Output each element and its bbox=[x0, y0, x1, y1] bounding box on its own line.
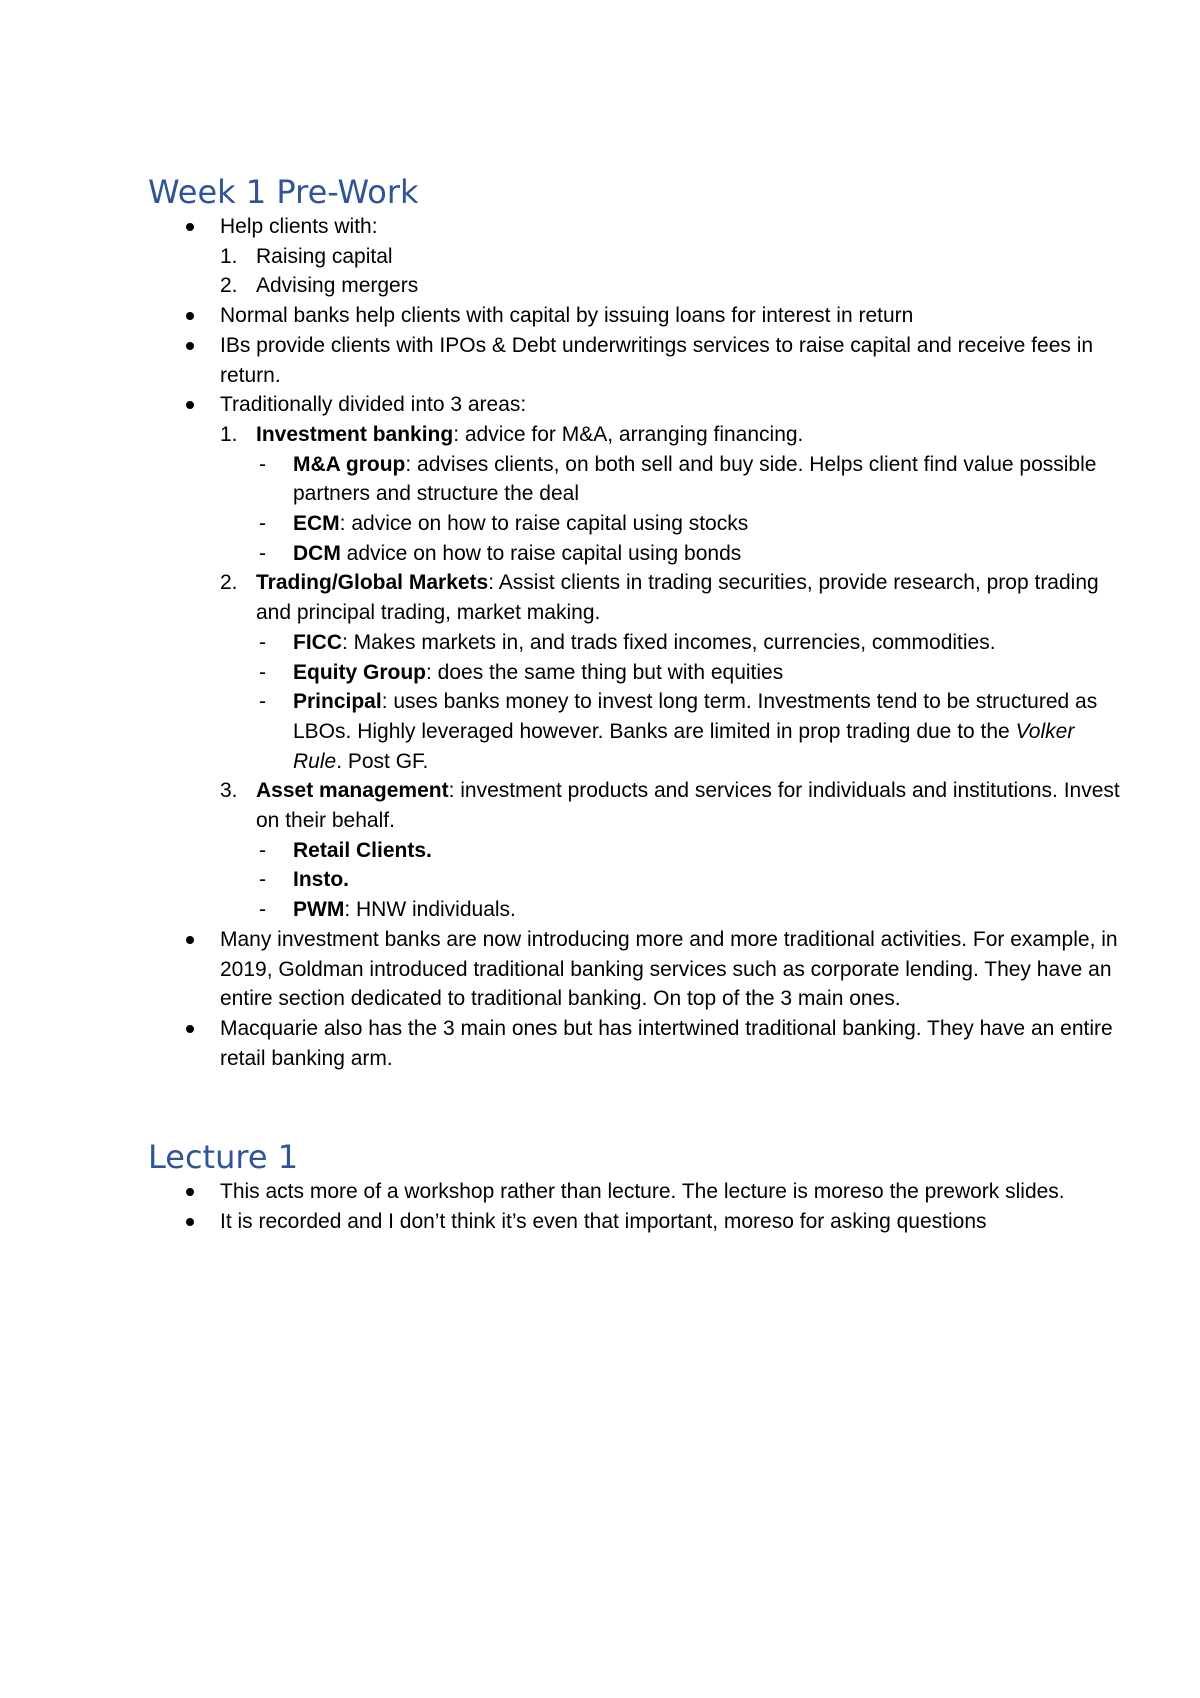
bullet-icon bbox=[186, 401, 194, 409]
dash-icon: - bbox=[259, 868, 266, 892]
dash-icon: - bbox=[259, 630, 266, 654]
list-item: Traditionally divided into 3 areas: 1. Investment banking: advice for M&A, arranging financing. - M&A group: advises clients, on both sell and buy side. Helps client find value possible partners and structure the deal - ECM: advice on how to raise capital using stocks - DCM advice on how to raise capital using bonds 2. Trading/Global Markets: Assist clients in trading securities, provide research, prop trading and principal trading, market making. - FICC: Makes markets in, and trads fixed incomes, currencies, commodities. - Equity Group: does the same thing but with equities - Principal: uses banks money to invest long term. Investments tend to be structured as LBOs. Highly leveraged however. Banks are limited in prop trading due to the Volker Rule. Post GF. 3. Asset management: investment products and services for individuals and institutions. Invest on their behalf. - Retail Clients. - Insto. - PWM: HNW individuals. bbox=[148, 390, 1128, 925]
sub-list bbox=[256, 450, 1128, 569]
list-item: - PWM: HNW individuals. bbox=[256, 895, 1128, 925]
sub-list bbox=[256, 836, 1128, 925]
dash-icon: - bbox=[259, 838, 266, 862]
list-item: Many investment banks are now introducing more and more traditional activities. For example, in 2019, Goldman introduced traditional banking services such as corporate lending. They have an entire section dedicated to traditional banking. On top of the 3 main ones. bbox=[148, 925, 1128, 1014]
list-item: - DCM advice on how to raise capital using bonds bbox=[256, 539, 1128, 569]
list-item: - M&A group: advises clients, on both sell and buy side. Helps client find value possible partners and structure the deal bbox=[256, 450, 1128, 509]
section-title-week1: Week 1 Pre-Work bbox=[148, 173, 419, 211]
bullet-icon bbox=[186, 1025, 194, 1033]
dash-icon: - bbox=[259, 690, 266, 714]
list-item: - Retail Clients. bbox=[256, 836, 1128, 866]
week1-bullet-list bbox=[148, 212, 1200, 1073]
list-item: Macquarie also has the 3 main ones but has intertwined traditional banking. They have an entire retail banking arm. bbox=[148, 1014, 1128, 1073]
list-item: - FICC: Makes markets in, and trads fixed incomes, currencies, commodities. bbox=[256, 628, 1128, 658]
list-item: It is recorded and I don’t think it’s even that important, moreso for asking questions bbox=[148, 1207, 1128, 1237]
dash-icon: - bbox=[259, 452, 266, 476]
area-trading-global-markets: 2. Trading/Global Markets: Assist clients in trading securities, provide research, prop trading and principal trading, market making. - FICC: Makes markets in, and trads fixed incomes, currencies, commodities. - Equity Group: does the same thing but with equities - Principal: uses banks money to invest long term. Investments tend to be structured as LBOs. Highly leveraged however. Banks are limited in prop trading due to the Volker Rule. Post GF. bbox=[220, 568, 1128, 776]
bullet-icon bbox=[186, 1218, 194, 1226]
list-item: - ECM: advice on how to raise capital using stocks bbox=[256, 509, 1128, 539]
dash-icon: - bbox=[259, 898, 266, 922]
list-item: Normal banks help clients with capital by issuing loans for interest in return bbox=[148, 301, 1128, 331]
bullet-icon bbox=[186, 1188, 194, 1196]
bullet-icon bbox=[186, 936, 194, 944]
bullet-icon bbox=[186, 342, 194, 350]
list-item: - Equity Group: does the same thing but with equities bbox=[256, 658, 1128, 688]
list-item: This acts more of a workshop rather than lecture. The lecture is moreso the prework slides. bbox=[148, 1177, 1128, 1207]
sub-list bbox=[256, 628, 1128, 777]
bullet-icon bbox=[186, 223, 194, 231]
section-title-lecture1: Lecture 1 bbox=[148, 1138, 299, 1177]
list-item: IBs provide clients with IPOs & Debt underwritings services to raise capital and receive fees in return. bbox=[148, 331, 1128, 390]
area-investment-banking: 1. Investment banking: advice for M&A, arranging financing. - M&A group: advises clients, on both sell and buy side. Helps client find value possible partners and structure the deal - ECM: advice on how to raise capital using stocks - DCM advice on how to raise capital using bonds bbox=[220, 420, 1128, 569]
dash-icon: - bbox=[259, 541, 266, 565]
bullet-icon bbox=[186, 312, 194, 320]
dash-icon: - bbox=[259, 660, 266, 684]
list-item: 1. Raising capital bbox=[220, 244, 393, 268]
lecture1-bullet-list bbox=[148, 1177, 1200, 1236]
numbered-list bbox=[220, 242, 1128, 301]
dash-icon: - bbox=[259, 512, 266, 536]
list-item: 2. Advising mergers bbox=[220, 274, 419, 298]
list-item: - Insto. bbox=[256, 865, 1128, 895]
area-asset-management: 3. Asset management: investment products and services for individuals and institutions. Invest on their behalf. - Retail Clients. - Insto. - PWM: HNW individuals. bbox=[220, 776, 1128, 925]
areas-list bbox=[220, 420, 1128, 925]
list-item: Help clients with: 1. Raising capital 2. Advising mergers bbox=[148, 212, 1128, 301]
list-item: - Principal: uses banks money to invest long term. Investments tend to be structured as LBOs. Highly leveraged however. Banks are limited in prop trading due to the Volker Rule. Post GF. bbox=[256, 687, 1128, 776]
